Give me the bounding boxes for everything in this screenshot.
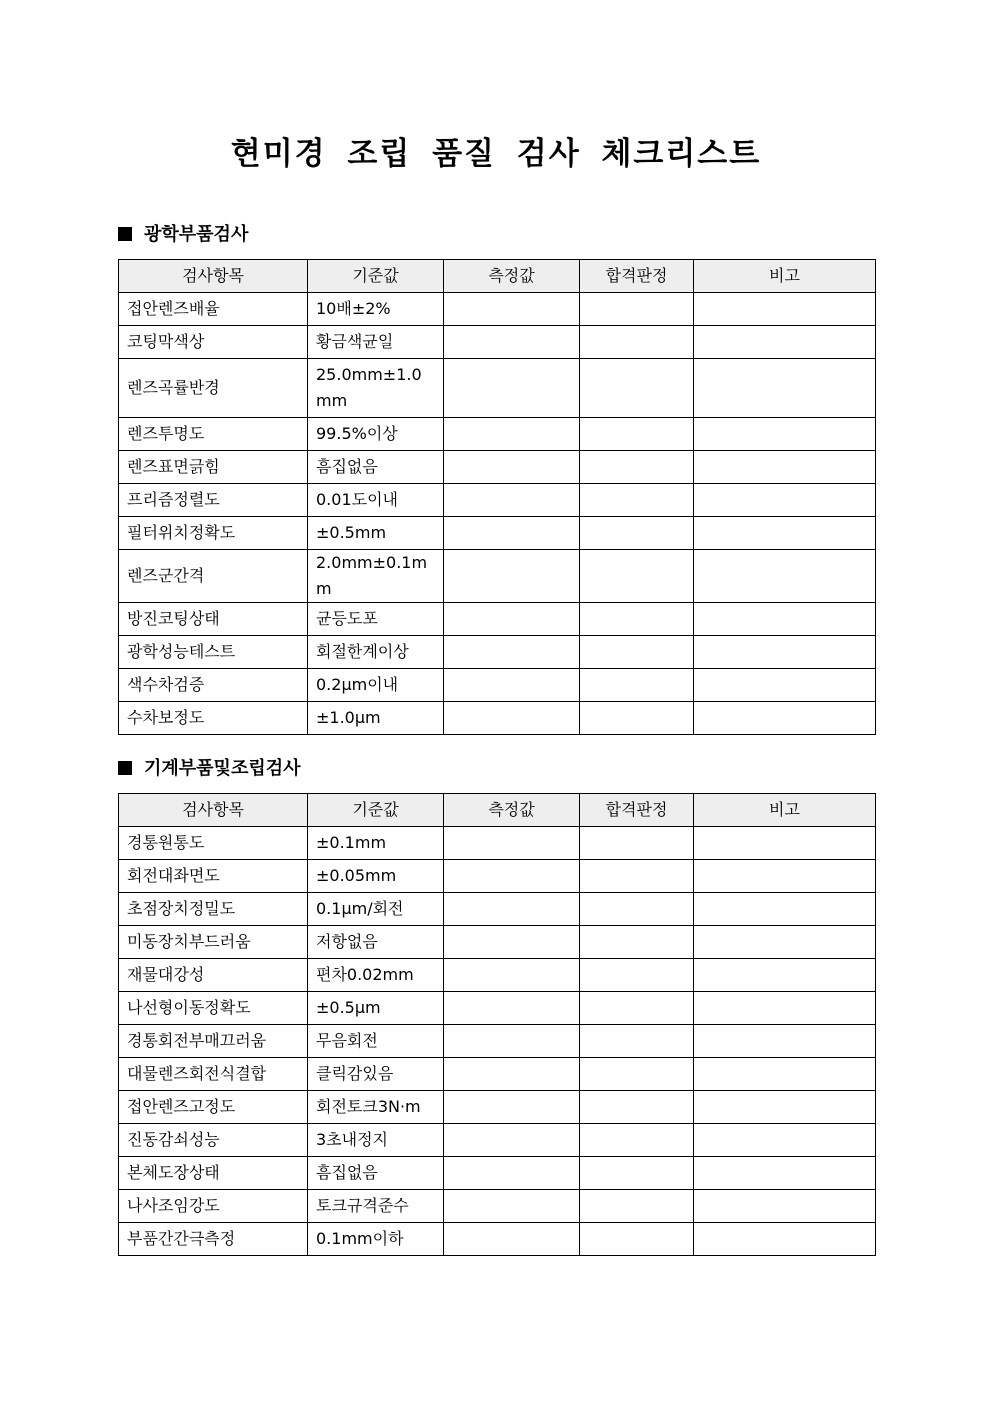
cell-remarks[interactable] bbox=[694, 827, 876, 860]
header-standard: 기준값 bbox=[308, 260, 444, 293]
cell-verdict[interactable] bbox=[580, 418, 694, 451]
cell-measured[interactable] bbox=[444, 827, 580, 860]
cell-remarks[interactable] bbox=[694, 1223, 876, 1256]
document-title: 현미경 조립 품질 검사 체크리스트 bbox=[230, 136, 762, 172]
cell-inspection-item: 부품간간극측정 bbox=[119, 1223, 308, 1256]
cell-measured[interactable] bbox=[444, 1157, 580, 1190]
cell-remarks[interactable] bbox=[694, 959, 876, 992]
table-row bbox=[119, 893, 876, 926]
table-row bbox=[119, 959, 876, 992]
cell-verdict[interactable] bbox=[580, 926, 694, 959]
cell-standard: 클릭감있음 bbox=[308, 1058, 444, 1091]
cell-measured[interactable] bbox=[444, 517, 580, 550]
cell-remarks[interactable] bbox=[694, 1058, 876, 1091]
cell-standard: 99.5%이상 bbox=[308, 418, 444, 451]
cell-remarks[interactable] bbox=[694, 1025, 876, 1058]
table-row bbox=[119, 293, 876, 326]
cell-verdict[interactable] bbox=[580, 1223, 694, 1256]
cell-inspection-item: 미동장치부드러움 bbox=[119, 926, 308, 959]
cell-verdict[interactable] bbox=[580, 959, 694, 992]
section-heading-mechanical bbox=[118, 757, 301, 781]
cell-verdict[interactable] bbox=[580, 451, 694, 484]
cell-standard: 무음회전 bbox=[308, 1025, 444, 1058]
header-inspection-item: 검사항목 bbox=[119, 260, 308, 293]
cell-inspection-item: 접안렌즈배율 bbox=[119, 293, 308, 326]
cell-remarks[interactable] bbox=[694, 418, 876, 451]
table-row bbox=[119, 827, 876, 860]
cell-measured[interactable] bbox=[444, 1124, 580, 1157]
cell-remarks[interactable] bbox=[694, 550, 876, 603]
cell-verdict[interactable] bbox=[580, 550, 694, 603]
table-header-row bbox=[119, 794, 876, 827]
table-row bbox=[119, 1025, 876, 1058]
cell-measured[interactable] bbox=[444, 702, 580, 735]
cell-measured[interactable] bbox=[444, 893, 580, 926]
cell-standard: 회절한계이상 bbox=[308, 636, 444, 669]
cell-verdict[interactable] bbox=[580, 893, 694, 926]
cell-remarks[interactable] bbox=[694, 1091, 876, 1124]
square-bullet-icon bbox=[118, 761, 132, 775]
cell-standard: 0.2μm이내 bbox=[308, 669, 444, 702]
cell-measured[interactable] bbox=[444, 1190, 580, 1223]
cell-inspection-item: 경통회전부매끄러움 bbox=[119, 1025, 308, 1058]
cell-inspection-item: 진동감쇠성능 bbox=[119, 1124, 308, 1157]
table-row bbox=[119, 451, 876, 484]
table-row bbox=[119, 702, 876, 735]
cell-inspection-item: 코팅막색상 bbox=[119, 326, 308, 359]
header-measured: 측정값 bbox=[444, 260, 580, 293]
cell-remarks[interactable] bbox=[694, 293, 876, 326]
header-inspection-item: 검사항목 bbox=[119, 794, 308, 827]
table-row bbox=[119, 1124, 876, 1157]
mechanical-assembly-table bbox=[118, 793, 876, 1256]
cell-verdict[interactable] bbox=[580, 1124, 694, 1157]
table-row bbox=[119, 1223, 876, 1256]
cell-remarks[interactable] bbox=[694, 517, 876, 550]
cell-verdict[interactable] bbox=[580, 702, 694, 735]
cell-measured[interactable] bbox=[444, 959, 580, 992]
cell-inspection-item: 초점장치정밀도 bbox=[119, 893, 308, 926]
cell-remarks[interactable] bbox=[694, 860, 876, 893]
header-remarks: 비고 bbox=[694, 794, 876, 827]
table-row bbox=[119, 669, 876, 702]
cell-standard: ±0.5mm bbox=[308, 517, 444, 550]
cell-verdict[interactable] bbox=[580, 1157, 694, 1190]
cell-verdict[interactable] bbox=[580, 1025, 694, 1058]
cell-verdict[interactable] bbox=[580, 669, 694, 702]
cell-inspection-item: 재물대강성 bbox=[119, 959, 308, 992]
cell-measured[interactable] bbox=[444, 992, 580, 1025]
cell-verdict[interactable] bbox=[580, 827, 694, 860]
table-row bbox=[119, 418, 876, 451]
cell-remarks[interactable] bbox=[694, 926, 876, 959]
cell-measured[interactable] bbox=[444, 1091, 580, 1124]
cell-measured[interactable] bbox=[444, 669, 580, 702]
cell-remarks[interactable] bbox=[694, 603, 876, 636]
cell-measured[interactable] bbox=[444, 636, 580, 669]
cell-inspection-item: 색수차검증 bbox=[119, 669, 308, 702]
cell-inspection-item: 광학성능테스트 bbox=[119, 636, 308, 669]
cell-inspection-item: 렌즈투명도 bbox=[119, 418, 308, 451]
cell-measured[interactable] bbox=[444, 484, 580, 517]
table-row bbox=[119, 636, 876, 669]
cell-standard: 10배±2% bbox=[308, 293, 444, 326]
cell-measured[interactable] bbox=[444, 326, 580, 359]
cell-remarks[interactable] bbox=[694, 1190, 876, 1223]
cell-standard: 0.1μm/회전 bbox=[308, 893, 444, 926]
cell-verdict[interactable] bbox=[580, 293, 694, 326]
header-remarks: 비고 bbox=[694, 260, 876, 293]
optical-parts-table bbox=[118, 259, 876, 735]
table-row bbox=[119, 517, 876, 550]
table-row bbox=[119, 1091, 876, 1124]
cell-measured[interactable] bbox=[444, 418, 580, 451]
header-measured: 측정값 bbox=[444, 794, 580, 827]
cell-inspection-item: 경통원통도 bbox=[119, 827, 308, 860]
cell-remarks[interactable] bbox=[694, 893, 876, 926]
cell-standard: ±0.5μm bbox=[308, 992, 444, 1025]
cell-inspection-item: 본체도장상태 bbox=[119, 1157, 308, 1190]
cell-remarks[interactable] bbox=[694, 484, 876, 517]
cell-remarks[interactable] bbox=[694, 359, 876, 418]
cell-remarks[interactable] bbox=[694, 669, 876, 702]
section-heading-optical bbox=[118, 223, 248, 247]
cell-inspection-item: 수차보정도 bbox=[119, 702, 308, 735]
cell-measured[interactable] bbox=[444, 1223, 580, 1256]
cell-verdict[interactable] bbox=[580, 1091, 694, 1124]
cell-remarks[interactable] bbox=[694, 702, 876, 735]
section-heading-label: 기계부품및조립검사 bbox=[144, 758, 301, 779]
cell-inspection-item: 접안렌즈고정도 bbox=[119, 1091, 308, 1124]
cell-standard: ±0.1mm bbox=[308, 827, 444, 860]
cell-verdict[interactable] bbox=[580, 860, 694, 893]
section-heading-label: 광학부품검사 bbox=[144, 224, 249, 245]
cell-verdict[interactable] bbox=[580, 992, 694, 1025]
cell-remarks[interactable] bbox=[694, 1157, 876, 1190]
cell-verdict[interactable] bbox=[580, 359, 694, 418]
cell-standard: 0.1mm이하 bbox=[308, 1223, 444, 1256]
table-row bbox=[119, 484, 876, 517]
cell-verdict[interactable] bbox=[580, 484, 694, 517]
cell-inspection-item: 필터위치정확도 bbox=[119, 517, 308, 550]
cell-verdict[interactable] bbox=[580, 603, 694, 636]
table-row bbox=[119, 359, 876, 418]
header-standard: 기준값 bbox=[308, 794, 444, 827]
table-row bbox=[119, 550, 876, 603]
cell-measured[interactable] bbox=[444, 1058, 580, 1091]
cell-standard: 편차0.02mm bbox=[308, 959, 444, 992]
cell-standard: 저항없음 bbox=[308, 926, 444, 959]
cell-standard: 회전토크3N·m bbox=[308, 1091, 444, 1124]
cell-measured[interactable] bbox=[444, 359, 580, 418]
table-row bbox=[119, 926, 876, 959]
cell-inspection-item: 나선형이동정확도 bbox=[119, 992, 308, 1025]
cell-remarks[interactable] bbox=[694, 636, 876, 669]
table-row bbox=[119, 326, 876, 359]
table-header-row bbox=[119, 260, 876, 293]
cell-verdict[interactable] bbox=[580, 636, 694, 669]
header-verdict: 합격판정 bbox=[580, 794, 694, 827]
cell-standard: 2.0mm±0.1mm bbox=[308, 550, 444, 603]
cell-measured[interactable] bbox=[444, 293, 580, 326]
cell-inspection-item: 회전대좌면도 bbox=[119, 860, 308, 893]
cell-standard: 25.0mm±1.0mm bbox=[308, 359, 444, 418]
table-row bbox=[119, 860, 876, 893]
cell-remarks[interactable] bbox=[694, 1124, 876, 1157]
cell-measured[interactable] bbox=[444, 451, 580, 484]
cell-standard: 흠집없음 bbox=[308, 1157, 444, 1190]
cell-remarks[interactable] bbox=[694, 326, 876, 359]
cell-inspection-item: 렌즈표면긁힘 bbox=[119, 451, 308, 484]
cell-measured[interactable] bbox=[444, 603, 580, 636]
cell-inspection-item: 렌즈군간격 bbox=[119, 550, 308, 603]
cell-inspection-item: 렌즈곡률반경 bbox=[119, 359, 308, 418]
cell-standard: 흠집없음 bbox=[308, 451, 444, 484]
cell-inspection-item: 프리즘정렬도 bbox=[119, 484, 308, 517]
table-row bbox=[119, 1058, 876, 1091]
cell-measured[interactable] bbox=[444, 1025, 580, 1058]
table-row bbox=[119, 992, 876, 1025]
table-row bbox=[119, 1157, 876, 1190]
cell-verdict[interactable] bbox=[580, 1190, 694, 1223]
cell-verdict[interactable] bbox=[580, 517, 694, 550]
cell-inspection-item: 나사조임강도 bbox=[119, 1190, 308, 1223]
cell-standard: 3초내정지 bbox=[308, 1124, 444, 1157]
header-verdict: 합격판정 bbox=[580, 260, 694, 293]
cell-standard: 토크규격준수 bbox=[308, 1190, 444, 1223]
cell-standard: ±0.05mm bbox=[308, 860, 444, 893]
table-row bbox=[119, 1190, 876, 1223]
cell-standard: 황금색균일 bbox=[308, 326, 444, 359]
cell-inspection-item: 방진코팅상태 bbox=[119, 603, 308, 636]
cell-measured[interactable] bbox=[444, 926, 580, 959]
cell-verdict[interactable] bbox=[580, 326, 694, 359]
cell-verdict[interactable] bbox=[580, 1058, 694, 1091]
cell-standard: ±1.0μm bbox=[308, 702, 444, 735]
cell-standard: 균등도포 bbox=[308, 603, 444, 636]
cell-standard: 0.01도이내 bbox=[308, 484, 444, 517]
square-bullet-icon bbox=[118, 227, 132, 241]
cell-measured[interactable] bbox=[444, 860, 580, 893]
cell-measured[interactable] bbox=[444, 550, 580, 603]
cell-remarks[interactable] bbox=[694, 451, 876, 484]
cell-inspection-item: 대물렌즈회전식결합 bbox=[119, 1058, 308, 1091]
cell-remarks[interactable] bbox=[694, 992, 876, 1025]
table-row bbox=[119, 603, 876, 636]
